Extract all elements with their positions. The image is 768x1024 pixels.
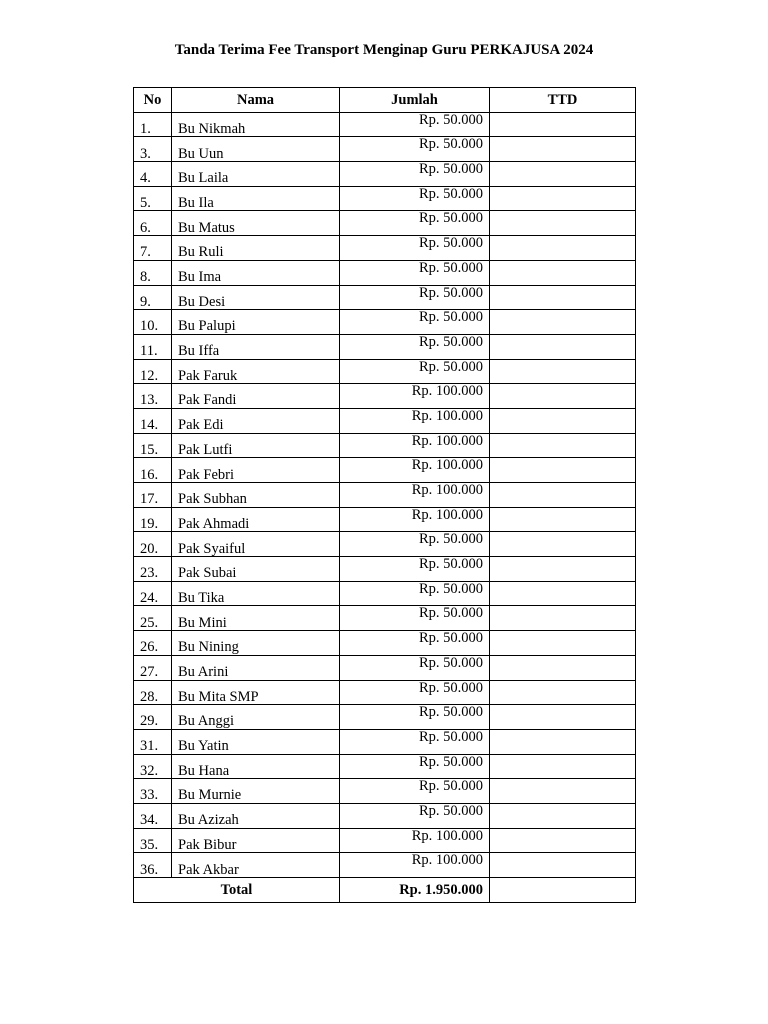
table-row (134, 334, 636, 359)
row-signature-cell (490, 483, 636, 508)
row-amount: Rp. 50.000 (340, 680, 490, 705)
table-row (134, 285, 636, 310)
row-number: 5. (134, 186, 172, 211)
row-number: 3. (134, 137, 172, 162)
row-amount: Rp. 100.000 (340, 483, 490, 508)
table-row (134, 507, 636, 532)
row-amount: Rp. 50.000 (340, 310, 490, 335)
row-signature-cell (490, 729, 636, 754)
row-name: Pak Syaiful (172, 532, 340, 557)
row-signature-cell (490, 186, 636, 211)
table-row (134, 532, 636, 557)
row-number: 19. (134, 507, 172, 532)
row-amount: Rp. 50.000 (340, 137, 490, 162)
table-row (134, 631, 636, 656)
row-signature-cell (490, 236, 636, 261)
row-number: 6. (134, 211, 172, 236)
row-name: Pak Edi (172, 408, 340, 433)
row-number: 33. (134, 779, 172, 804)
row-amount: Rp. 50.000 (340, 705, 490, 730)
header-ttd: TTD (490, 88, 636, 113)
row-amount: Rp. 100.000 (340, 828, 490, 853)
table-row (134, 162, 636, 187)
row-name: Bu Nikmah (172, 112, 340, 137)
row-amount: Rp. 50.000 (340, 631, 490, 656)
row-number: 12. (134, 359, 172, 384)
row-signature-cell (490, 705, 636, 730)
row-signature-cell (490, 458, 636, 483)
row-signature-cell (490, 754, 636, 779)
row-signature-cell (490, 285, 636, 310)
table-row (134, 359, 636, 384)
row-amount: Rp. 100.000 (340, 507, 490, 532)
table-row (134, 137, 636, 162)
header-row (134, 88, 636, 113)
row-name: Bu Ila (172, 186, 340, 211)
row-amount: Rp. 50.000 (340, 260, 490, 285)
row-signature-cell (490, 211, 636, 236)
row-name: Pak Faruk (172, 359, 340, 384)
table-row (134, 680, 636, 705)
row-name: Pak Lutfi (172, 433, 340, 458)
table-row (134, 853, 636, 878)
row-amount: Rp. 100.000 (340, 384, 490, 409)
table-row (134, 310, 636, 335)
row-name: Bu Yatin (172, 729, 340, 754)
row-number: 23. (134, 557, 172, 582)
row-number: 32. (134, 754, 172, 779)
row-amount: Rp. 50.000 (340, 581, 490, 606)
row-amount: Rp. 50.000 (340, 112, 490, 137)
row-amount: Rp. 100.000 (340, 853, 490, 878)
row-name: Bu Anggi (172, 705, 340, 730)
row-number: 28. (134, 680, 172, 705)
table-body (134, 112, 636, 877)
total-label: Total (134, 878, 340, 903)
row-signature-cell (490, 606, 636, 631)
row-signature-cell (490, 853, 636, 878)
row-number: 1. (134, 112, 172, 137)
row-signature-cell (490, 408, 636, 433)
row-amount: Rp. 50.000 (340, 359, 490, 384)
row-name: Bu Ruli (172, 236, 340, 261)
table-row (134, 433, 636, 458)
row-number: 13. (134, 384, 172, 409)
row-signature-cell (490, 384, 636, 409)
row-name: Pak Febri (172, 458, 340, 483)
table-row (134, 458, 636, 483)
row-number: 9. (134, 285, 172, 310)
table-row (134, 112, 636, 137)
table-row (134, 655, 636, 680)
row-number: 20. (134, 532, 172, 557)
row-amount: Rp. 100.000 (340, 433, 490, 458)
row-amount: Rp. 50.000 (340, 285, 490, 310)
row-name: Bu Hana (172, 754, 340, 779)
row-number: 34. (134, 803, 172, 828)
row-name: Bu Mini (172, 606, 340, 631)
row-number: 27. (134, 655, 172, 680)
row-name: Bu Murnie (172, 779, 340, 804)
row-name: Bu Uun (172, 137, 340, 162)
row-name: Pak Subhan (172, 483, 340, 508)
row-amount: Rp. 100.000 (340, 408, 490, 433)
row-signature-cell (490, 779, 636, 804)
header-jumlah: Jumlah (340, 88, 490, 113)
row-amount: Rp. 50.000 (340, 729, 490, 754)
row-signature-cell (490, 803, 636, 828)
document-title: Tanda Terima Fee Transport Menginap Guru PERKAJUSA 2024 (174, 42, 594, 58)
row-signature-cell (490, 532, 636, 557)
table-row (134, 186, 636, 211)
table-row (134, 779, 636, 804)
row-number: 16. (134, 458, 172, 483)
row-signature-cell (490, 655, 636, 680)
row-name: Bu Arini (172, 655, 340, 680)
row-name: Bu Laila (172, 162, 340, 187)
row-signature-cell (490, 631, 636, 656)
row-number: 15. (134, 433, 172, 458)
row-amount: Rp. 100.000 (340, 458, 490, 483)
table-row (134, 803, 636, 828)
table-header (134, 88, 636, 113)
receipt-table (133, 87, 636, 903)
table-row (134, 211, 636, 236)
row-signature-cell (490, 507, 636, 532)
row-name: Bu Mita SMP (172, 680, 340, 705)
table-row (134, 828, 636, 853)
row-signature-cell (490, 581, 636, 606)
row-amount: Rp. 50.000 (340, 779, 490, 804)
row-number: 14. (134, 408, 172, 433)
row-name: Bu Ima (172, 260, 340, 285)
table-footer (134, 878, 636, 903)
row-name: Bu Matus (172, 211, 340, 236)
row-name: Pak Akbar (172, 853, 340, 878)
row-name: Pak Subai (172, 557, 340, 582)
row-name: Bu Iffa (172, 334, 340, 359)
row-number: 31. (134, 729, 172, 754)
table-row (134, 236, 636, 261)
row-amount: Rp. 50.000 (340, 334, 490, 359)
row-name: Pak Ahmadi (172, 507, 340, 532)
row-amount: Rp. 50.000 (340, 211, 490, 236)
row-amount: Rp. 50.000 (340, 162, 490, 187)
row-signature-cell (490, 310, 636, 335)
row-name: Bu Azizah (172, 803, 340, 828)
table-row (134, 581, 636, 606)
header-no: No (134, 88, 172, 113)
table-row (134, 705, 636, 730)
table-row (134, 606, 636, 631)
row-amount: Rp. 50.000 (340, 803, 490, 828)
table-row (134, 483, 636, 508)
row-number: 11. (134, 334, 172, 359)
row-name: Pak Fandi (172, 384, 340, 409)
total-amount: Rp. 1.950.000 (340, 878, 490, 903)
row-number: 35. (134, 828, 172, 853)
row-name: Bu Nining (172, 631, 340, 656)
row-number: 7. (134, 236, 172, 261)
row-name: Bu Tika (172, 581, 340, 606)
row-amount: Rp. 50.000 (340, 606, 490, 631)
row-name: Pak Bibur (172, 828, 340, 853)
row-signature-cell (490, 433, 636, 458)
row-number: 4. (134, 162, 172, 187)
row-signature-cell (490, 334, 636, 359)
row-amount: Rp. 50.000 (340, 532, 490, 557)
row-signature-cell (490, 557, 636, 582)
row-name: Bu Palupi (172, 310, 340, 335)
row-number: 26. (134, 631, 172, 656)
row-signature-cell (490, 680, 636, 705)
table-row (134, 729, 636, 754)
row-signature-cell (490, 162, 636, 187)
row-amount: Rp. 50.000 (340, 557, 490, 582)
total-signature-cell (490, 878, 636, 903)
header-nama: Nama (172, 88, 340, 113)
row-amount: Rp. 50.000 (340, 186, 490, 211)
row-number: 25. (134, 606, 172, 631)
table-row (134, 260, 636, 285)
row-name: Bu Desi (172, 285, 340, 310)
row-number: 17. (134, 483, 172, 508)
row-signature-cell (490, 112, 636, 137)
row-amount: Rp. 50.000 (340, 236, 490, 261)
table-row (134, 384, 636, 409)
row-amount: Rp. 50.000 (340, 655, 490, 680)
row-number: 8. (134, 260, 172, 285)
row-number: 24. (134, 581, 172, 606)
row-signature-cell (490, 828, 636, 853)
table-row (134, 408, 636, 433)
row-signature-cell (490, 359, 636, 384)
row-signature-cell (490, 137, 636, 162)
row-amount: Rp. 50.000 (340, 754, 490, 779)
row-number: 10. (134, 310, 172, 335)
table-row (134, 557, 636, 582)
row-number: 36. (134, 853, 172, 878)
total-row (134, 878, 636, 903)
row-signature-cell (490, 260, 636, 285)
table-row (134, 754, 636, 779)
row-number: 29. (134, 705, 172, 730)
